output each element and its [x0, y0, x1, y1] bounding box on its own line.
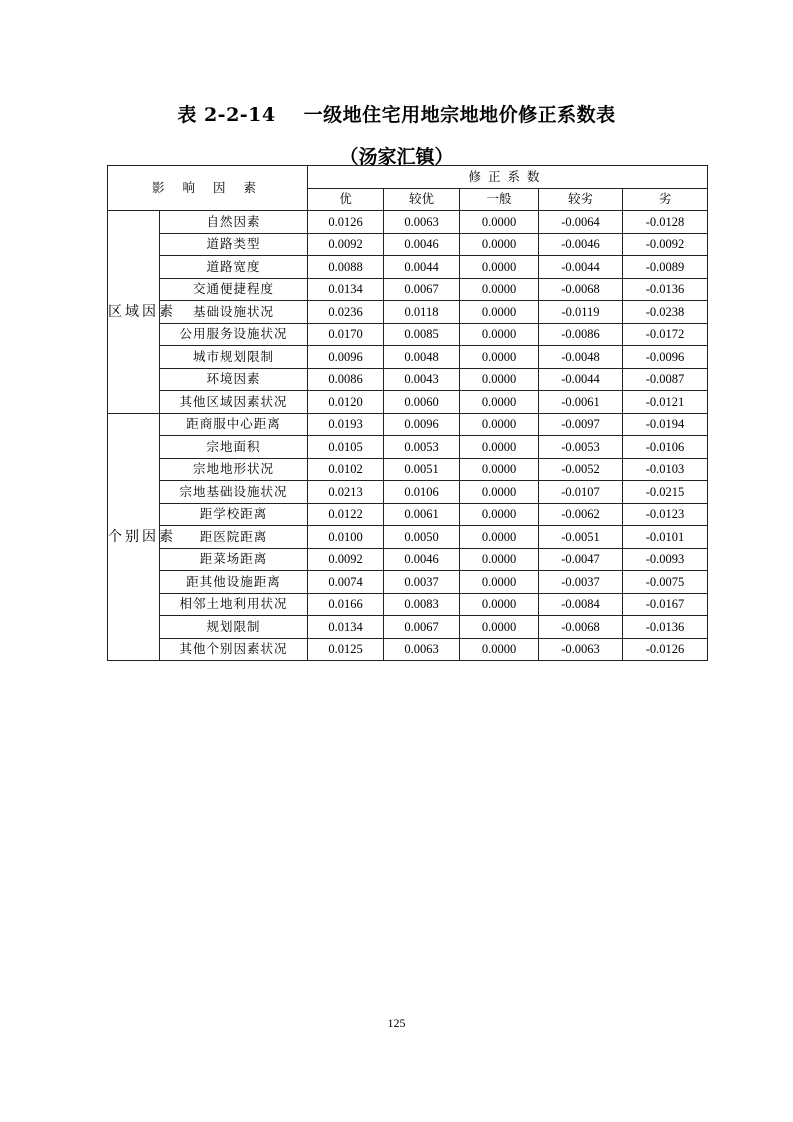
group-label: 区域因素 — [108, 211, 160, 414]
coefficient-value: 0.0061 — [384, 503, 460, 526]
coefficient-value: -0.0084 — [539, 593, 623, 616]
factor-name: 自然因素 — [160, 211, 308, 234]
coefficient-value: 0.0086 — [308, 368, 384, 391]
coefficient-value: 0.0000 — [460, 278, 539, 301]
coefficient-value: 0.0000 — [460, 323, 539, 346]
coefficient-value: -0.0061 — [539, 391, 623, 414]
factor-name: 环境因素 — [160, 368, 308, 391]
coefficient-value: -0.0087 — [623, 368, 708, 391]
factor-name: 距其他设施距离 — [160, 571, 308, 594]
coefficient-value: 0.0088 — [308, 256, 384, 279]
coefficient-value: 0.0074 — [308, 571, 384, 594]
group-label: 个别因素 — [108, 413, 160, 661]
table-row — [108, 638, 708, 661]
coefficient-value: -0.0047 — [539, 548, 623, 571]
table-title-text: 一级地住宅用地宗地地价修正系数表 — [303, 104, 616, 126]
table-row — [108, 571, 708, 594]
coefficient-value: 0.0000 — [460, 638, 539, 661]
table-row — [108, 368, 708, 391]
coefficient-value: 0.0092 — [308, 548, 384, 571]
table-row — [108, 256, 708, 279]
coefficient-value: 0.0236 — [308, 301, 384, 324]
correction-coefficient-table — [107, 165, 708, 661]
coefficient-value: -0.0068 — [539, 278, 623, 301]
coefficient-value: 0.0193 — [308, 413, 384, 436]
coefficient-value: -0.0044 — [539, 256, 623, 279]
coefficient-value: 0.0125 — [308, 638, 384, 661]
coefficient-value: -0.0092 — [623, 233, 708, 256]
coefficient-value: 0.0000 — [460, 233, 539, 256]
factor-name: 宗地地形状况 — [160, 458, 308, 481]
table-row — [108, 526, 708, 549]
factor-header: 影 响 因 素 — [108, 166, 308, 211]
coefficient-value: 0.0134 — [308, 278, 384, 301]
coefficient-value: 0.0037 — [384, 571, 460, 594]
coefficient-value: 0.0053 — [384, 436, 460, 459]
coefficient-value: 0.0100 — [308, 526, 384, 549]
factor-name: 公用服务设施状况 — [160, 323, 308, 346]
coefficient-value: 0.0000 — [460, 458, 539, 481]
coefficient-value: 0.0105 — [308, 436, 384, 459]
table-row — [108, 503, 708, 526]
coefficient-value: 0.0000 — [460, 526, 539, 549]
coefficient-value: -0.0215 — [623, 481, 708, 504]
factor-name: 距学校距离 — [160, 503, 308, 526]
coefficient-value: -0.0051 — [539, 526, 623, 549]
table-row — [108, 233, 708, 256]
page-number: 125 — [387, 1016, 406, 1030]
coefficient-value: 0.0106 — [384, 481, 460, 504]
table-row — [108, 278, 708, 301]
coefficient-value: 0.0050 — [384, 526, 460, 549]
factor-name: 道路宽度 — [160, 256, 308, 279]
table-row — [108, 593, 708, 616]
coefficient-value: 0.0166 — [308, 593, 384, 616]
table-row — [108, 346, 708, 369]
coefficient-header: 修正系数 — [308, 166, 708, 189]
table-row — [108, 301, 708, 324]
coefficient-value: 0.0122 — [308, 503, 384, 526]
coefficient-value: -0.0121 — [623, 391, 708, 414]
factor-name: 基础设施状况 — [160, 301, 308, 324]
table-row — [108, 616, 708, 639]
coefficient-value: 0.0170 — [308, 323, 384, 346]
level-header: 一般 — [460, 188, 539, 211]
coefficient-value: 0.0046 — [384, 233, 460, 256]
coefficient-value: -0.0119 — [539, 301, 623, 324]
table-subtitle: （汤家汇镇） — [339, 146, 454, 168]
coefficient-value: 0.0000 — [460, 593, 539, 616]
coefficient-value: 0.0063 — [384, 211, 460, 234]
factor-name: 城市规划限制 — [160, 346, 308, 369]
coefficient-value: -0.0238 — [623, 301, 708, 324]
table-row — [108, 548, 708, 571]
factor-name: 距菜场距离 — [160, 548, 308, 571]
coefficient-value: 0.0046 — [384, 548, 460, 571]
coefficient-value: -0.0103 — [623, 458, 708, 481]
coefficient-value: 0.0092 — [308, 233, 384, 256]
level-header: 较优 — [384, 188, 460, 211]
factor-name: 宗地面积 — [160, 436, 308, 459]
coefficient-value: -0.0097 — [539, 413, 623, 436]
level-header: 较劣 — [539, 188, 623, 211]
coefficient-value: 0.0000 — [460, 503, 539, 526]
table-title — [0, 100, 793, 127]
coefficient-value: -0.0046 — [539, 233, 623, 256]
table-number: 表 2-2-14 — [177, 104, 276, 126]
coefficient-value: -0.0101 — [623, 526, 708, 549]
table-row — [108, 481, 708, 504]
table-row — [108, 323, 708, 346]
coefficient-value: 0.0096 — [308, 346, 384, 369]
coefficient-value: -0.0089 — [623, 256, 708, 279]
table-row — [108, 391, 708, 414]
factor-name: 宗地基础设施状况 — [160, 481, 308, 504]
coefficient-value: 0.0000 — [460, 301, 539, 324]
factor-name: 规划限制 — [160, 616, 308, 639]
coefficient-value: -0.0172 — [623, 323, 708, 346]
level-header: 劣 — [623, 188, 708, 211]
coefficient-value: -0.0136 — [623, 616, 708, 639]
coefficient-value: 0.0126 — [308, 211, 384, 234]
coefficient-value: 0.0000 — [460, 436, 539, 459]
coefficient-value: -0.0037 — [539, 571, 623, 594]
coefficient-value: -0.0062 — [539, 503, 623, 526]
coefficient-value: 0.0000 — [460, 481, 539, 504]
header-row-1 — [108, 166, 708, 189]
factor-name: 距商服中心距离 — [160, 413, 308, 436]
coefficient-value: -0.0068 — [539, 616, 623, 639]
coefficient-value: 0.0067 — [384, 278, 460, 301]
coefficient-value: -0.0126 — [623, 638, 708, 661]
coefficient-value: 0.0000 — [460, 256, 539, 279]
coefficient-value: 0.0060 — [384, 391, 460, 414]
coefficient-value: 0.0043 — [384, 368, 460, 391]
coefficient-value: 0.0120 — [308, 391, 384, 414]
coefficient-value: -0.0107 — [539, 481, 623, 504]
table-row — [108, 458, 708, 481]
coefficient-value: 0.0000 — [460, 391, 539, 414]
coefficient-value: 0.0096 — [384, 413, 460, 436]
coefficient-value: 0.0067 — [384, 616, 460, 639]
coefficient-value: 0.0083 — [384, 593, 460, 616]
factor-name: 相邻土地利用状况 — [160, 593, 308, 616]
coefficient-value: 0.0048 — [384, 346, 460, 369]
coefficient-value: -0.0053 — [539, 436, 623, 459]
coefficient-value: 0.0000 — [460, 211, 539, 234]
table-row — [108, 211, 708, 234]
coefficient-value: 0.0000 — [460, 346, 539, 369]
coefficient-value: 0.0051 — [384, 458, 460, 481]
coefficient-value: -0.0096 — [623, 346, 708, 369]
coefficient-value: -0.0075 — [623, 571, 708, 594]
factor-name: 道路类型 — [160, 233, 308, 256]
coefficient-value: -0.0064 — [539, 211, 623, 234]
coefficient-value: -0.0063 — [539, 638, 623, 661]
coefficient-value: 0.0044 — [384, 256, 460, 279]
coefficient-value: 0.0213 — [308, 481, 384, 504]
coefficient-value: -0.0048 — [539, 346, 623, 369]
coefficient-value: 0.0000 — [460, 548, 539, 571]
coefficient-value: 0.0102 — [308, 458, 384, 481]
coefficient-value: -0.0136 — [623, 278, 708, 301]
coefficient-value: 0.0063 — [384, 638, 460, 661]
factor-name: 交通便捷程度 — [160, 278, 308, 301]
coefficient-value: -0.0167 — [623, 593, 708, 616]
factor-name: 其他区域因素状况 — [160, 391, 308, 414]
coefficient-value: -0.0106 — [623, 436, 708, 459]
coefficient-value: 0.0134 — [308, 616, 384, 639]
coefficient-value: 0.0000 — [460, 571, 539, 594]
coefficient-value: 0.0000 — [460, 368, 539, 391]
coefficient-value: -0.0044 — [539, 368, 623, 391]
table-row — [108, 436, 708, 459]
coefficient-value: 0.0085 — [384, 323, 460, 346]
coefficient-value: 0.0000 — [460, 413, 539, 436]
table-row — [108, 413, 708, 436]
coefficient-value: -0.0093 — [623, 548, 708, 571]
factor-name: 其他个别因素状况 — [160, 638, 308, 661]
coefficient-value: -0.0194 — [623, 413, 708, 436]
coefficient-value: -0.0052 — [539, 458, 623, 481]
factor-name: 距医院距离 — [160, 526, 308, 549]
coefficient-value: -0.0086 — [539, 323, 623, 346]
coefficient-value: 0.0000 — [460, 616, 539, 639]
level-header: 优 — [308, 188, 384, 211]
coefficient-value: 0.0118 — [384, 301, 460, 324]
coefficient-value: -0.0128 — [623, 211, 708, 234]
coefficient-value: -0.0123 — [623, 503, 708, 526]
